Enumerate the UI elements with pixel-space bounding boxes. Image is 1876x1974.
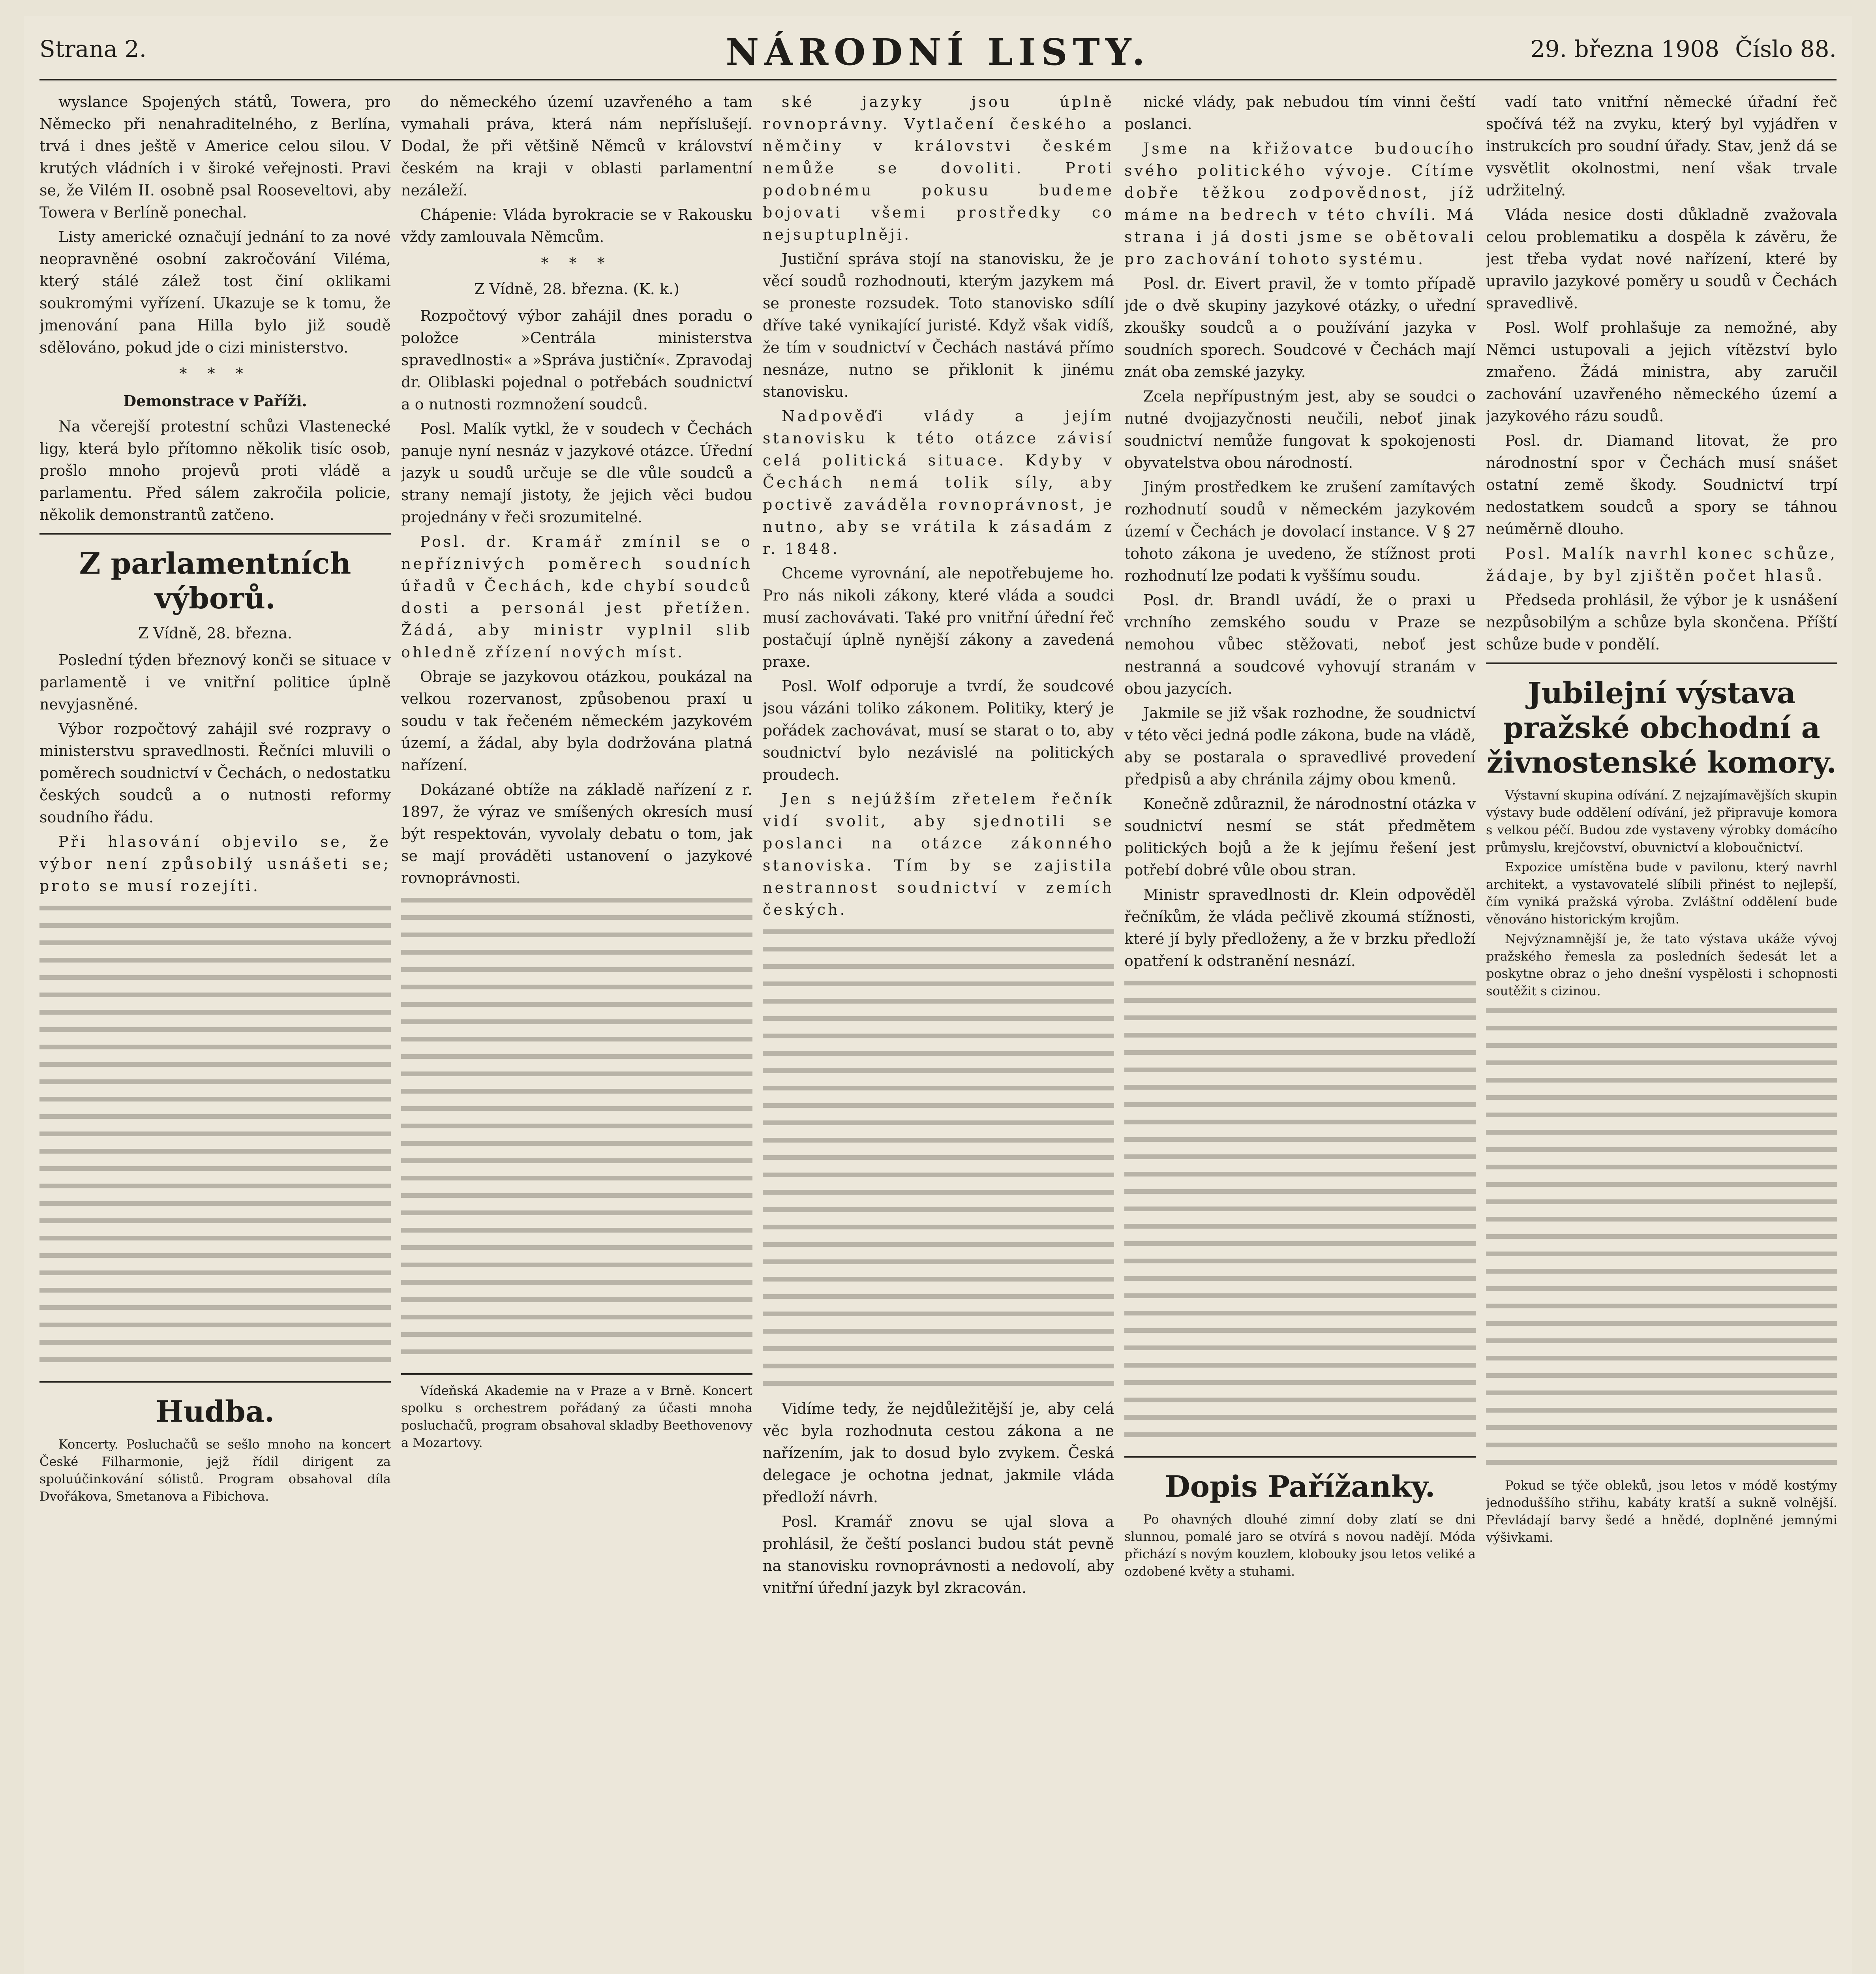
article-paragraph: Jakmile se již však rozhodne, že soudnictví v této věci jedná podle zákona, bude na vládě, aby se postarala o spravedlivé provedení předpisů a aby chránila zájmy obou kmenů. [1124, 704, 1476, 788]
article-paragraph: Předseda prohlásil, že výbor je k usnášení nezpůsobilým a schůze byla skončena. Příští schůze bude v pondělí. [1486, 591, 1837, 653]
article-paragraph: Posl. dr. Eivert pravil, že v tomto případě jde o dvě skupiny jazykové otázky, o uřední zkoušky soudců a o používání jazyka v soudních sporech. Soudcové v Čechách mají znát oba zemské jazyky. [1124, 275, 1476, 381]
article-paragraph: Jen s nejúžším zřetelem řečník vidí svolit, aby sjednotili se poslanci na otázce zákonného stanoviska. Tím by se zajistila nestrannost soudnictví v zemích českých. [763, 790, 1114, 918]
text-block-placeholder [401, 892, 752, 1366]
issue-number: Číslo 88. [1735, 36, 1837, 62]
article-paragraph: Chceme vyrovnání, ale nepotřebujeme ho. Pro nás nikoli zákony, které vláda a soudci musí zachovávati. Také pro vnitřní úřední řeč postačují úplně nynější zákony a zavedená praxe. [763, 565, 1114, 670]
article-paragraph: Nejvýznamnější je, že tato výstava ukáže vývoj pražského řemesla za posledních šedesát let a poskytne obraz o jeho dnešní vyspělosti i schopnosti soutěžit s cizinou. [1486, 931, 1837, 998]
article-paragraph: Vídeňská Akademie na v Praze a v Brně. Koncert spolku s orchestrem pořádaný za účasti mnoha posluchačů, program obsahoval skladby Beethovenovy a Mozartovy. [401, 1383, 752, 1450]
section-separator: * * * [541, 254, 613, 272]
text-block-placeholder [763, 924, 1114, 1398]
article-paragraph: Posl. Malík navrhl konec schůze, žádaje, by byl zjištěn počet hlasů. [1486, 545, 1837, 584]
article-paragraph: Posl. Malík vytkl, že v soudech v Čechách panuje nyní nesnáz v jazykové otázce. Úřední jazyk u soudů určuje se dle vůle soudců a strany nemají jistoty, že jejich věci budou projednány v řeči srozumitelné. [401, 420, 752, 526]
article-paragraph: Po ohavných dlouhé zimní doby zlatí se dni slunnou, pomalé jaro se otvírá s novou nadějí. Móda přichází s novým kouzlem, klobouky jsou letos veliké a ozdobené květy a stuhami. [1124, 1512, 1476, 1579]
article-paragraph: Chápenie: Vláda byrokracie se v Rakousku vždy zamlouvala Němcům. [401, 206, 752, 246]
masthead [39, 28, 1837, 81]
article-paragraph: Zcela nepřípustným jest, aby se soudci o nutné dvojjazyčnosti neučili, neboť jinak soudnictví nemůže fungovat k spokojenosti obyvatelstva obou národností. [1124, 388, 1476, 471]
article-paragraph: Koncerty. Posluchačů se sešlo mnoho na koncert České Filharmonie, jejž řídil dirigent za spoluúčinkování sólistů. Program obsahoval díla Dvořákova, Smetanova a Fibichova. [39, 1437, 391, 1504]
section-heading-parliament: Z parlamentních výborů. [79, 547, 351, 615]
article-paragraph: Posl. Wolf odporuje a tvrdí, že soudcové jsou vázáni toliko zákonem. Politiky, který je pořádek zachovávat, musí se starat o to, aby soudnictví bylo nezávislé na politických proudech. [763, 677, 1114, 783]
article-paragraph: Dokázané obtíže na základě nařízení z r. 1897, že výraz ve smíšených okresích musí být respektován, vyvolaly debatu o tom, jak se mají prováděti ustanovení o jazykové rovnoprávnosti. [401, 781, 752, 887]
article-paragraph: Posl. dr. Brandl uvádí, že o praxi u vrchního zemského soudu v Praze se nemohou vůbec stěžovati, neboť jest nestranná a soudcové vyhovují stranám v obou jazycích. [1124, 591, 1476, 697]
article-paragraph: nické vlády, pak nebudou tím vinni čeští poslanci. [1124, 93, 1476, 133]
column-1 [39, 91, 391, 1974]
article-paragraph: Posl. Kramář znovu se ujal slova a prohlásil, že čeští poslanci budou stát pevně na stanovisku rovnoprávnosti a nedovolí, aby vnitřní úřední jazyk byl zkracován. [763, 1513, 1114, 1597]
article-paragraph: Jsme na křižovatce budoucího svého politického vývoje. Cítíme dobře těžkou zodpovědnost, jíž máme na bedrech v této chvíli. Má strana i já dosti jsme se obětovali pro zachování tohoto systému. [1124, 140, 1476, 268]
article-paragraph: Justiční správa stojí na stanovisku, že je věcí soudů rozhodnouti, kterým jazykem má se proneste rozsudek. Toto stanovisko sdílí dříve také vynikající juristé. Když však vidíš, že tím v soudnictví v Čechách nastává přímo nesnáze, nutno se přiklonit k jinému stanovisku. [763, 250, 1114, 400]
article-paragraph: Obraje se jazykovou otázkou, poukázal na velkou rozervanost, způsobenou praxí u soudu v tak řečeném německém jazykovém území, a žádal, aby byla dodržována platná nařízení. [401, 668, 752, 774]
section-heading-hudba: Hudba. [156, 1395, 275, 1429]
column-5 [1486, 91, 1837, 1974]
article-paragraph: Posl. Wolf prohlašuje za nemožné, aby Němci ustupovali a jejich vítězství bylo zmařeno. Žádá ministra, aby zaručil zachování uzavřeného německého území a jazykového rázu soudů. [1486, 319, 1837, 425]
article-paragraph: Poslední týden březnový konči se situace v parlamentě i ve vnitřní politice úplně nevyjasněné. [39, 651, 391, 713]
dateline: Z Vídně, 28. března. [138, 625, 293, 642]
text-block-placeholder [1486, 1003, 1837, 1477]
article-paragraph: Expozice umístěna bude v pavilonu, který navrhl architekt, a vystavovatelé slíbili přinést to nejlepší, čím vyniká pražská výroba. Zvláštní oddělení bude věnováno historickým krojům. [1486, 859, 1837, 927]
divider [401, 1373, 752, 1375]
article-paragraph: Rozpočtový výbor zahájil dnes poradu o položce »Centrála ministerstva spravedlnosti« a »Správa justiční«. Zpravodaj dr. Oliblaski pojednal o potřebách soudnictví a o nutnosti rozmnožení soudců. [401, 307, 752, 413]
column-3 [763, 91, 1114, 1974]
column-4 [1124, 91, 1476, 1974]
article-paragraph: Ministr spravedlnosti dr. Klein odpověděl řečníkům, že vláda pečlivě zkoumá stížnosti, které jí byly předloženy, a že v brzku předloží opatření k odstranění nesnází. [1124, 886, 1476, 970]
issue-info [1531, 36, 1837, 62]
section-heading-demonstrace: Demonstrace v Paříži. [123, 392, 307, 410]
article-paragraph: ské jazyky jsou úplně rovnoprávny. Vytlačení českého a němčiny v královstvi českém nemůže se dovoliti. Proti podobnému pokusu budeme bojovati všemi prostředky co nejsuptuplněji. [763, 93, 1114, 243]
issue-date: 29. března 1908 [1530, 36, 1720, 62]
column-2 [401, 91, 752, 1974]
article-paragraph: wyslance Spojených států, Towera, pro Německo při nenahraditelného, z Berlína, trvá i dnes ještě v Americe celou silou. V krutých vládních i v široké veřejnosti. Pravi se, že Vilém II. osobně psal Rooseveltovi, aby Towera v Berlíně ponechal. [39, 93, 391, 221]
section-heading-dopis: Dopis Pařížanky. [1165, 1470, 1435, 1504]
article-paragraph: Vidíme tedy, že nejdůležitější je, aby celá věc byla rozhodnuta cestou zákona a ne nařízením, jak to dosud bylo zvykem. Česká delegace je ochotna jednat, jakmile vláda předloží návrh. [763, 1400, 1114, 1506]
article-paragraph: Vláda nesice dosti důkladně zvažovala celou problematiku a dospěla k závěru, že jest třeba vydat nové nařízení, které by upravilo jazykové poměry u soudů v Čechách spravedlivě. [1486, 206, 1837, 312]
article-paragraph: Nadpověďi vlády a jejím stanovisku k této otázce závisí celá politická situace. Kdyby v Čechách nemá tolik síly, aby poctivě zaváděla rovnoprávnost, je nutno, aby se vrátila k zásadám z r. 1848. [763, 407, 1114, 557]
article-paragraph: Na včerejší protestní schůzi Vlastenecké ligy, která bylo přítomno několik tisíc osob, prošlo mnoho projevů proti vládě a parlamentu. Před sálem zakročila policie, několik demonstrantů zatčeno. [39, 418, 391, 524]
article-paragraph: Při hlasování objevilo se, že výbor není způsobilý usnášeti se; proto se musí rozejíti. [39, 833, 391, 895]
newspaper-page [24, 16, 1852, 1974]
divider [39, 533, 391, 535]
section-heading-jubilejni: Jubilejní výstava pražské obchodní a živnostenské komory. [1486, 676, 1837, 780]
text-block-placeholder [1124, 975, 1476, 1449]
page-number: Strana 2. [39, 36, 147, 62]
article-paragraph: Posl. dr. Kramář zmínil se o nepříznivých poměrech soudních úřadů v Čechách, kde chybí soudců dosti a personál jest přetížen. Žádá, aby ministr vyplnil slib ohledně zřízení nových míst. [401, 533, 752, 661]
article-paragraph: Výstavní skupina odívání. Z nejzajímavějších skupin výstavy bude oddělení odívání, jež připravuje komora s velkou péčí. Budou zde vystaveny výrobky domácího průmyslu, krejčovství, obuvnictví a kloboučnictví. [1486, 788, 1837, 855]
article-paragraph: Posl. dr. Diamand litovat, že pro národnostní spor v Čechách musí snášet ostatní země škody. Soudnictví trpí nedostatkem soudců a spory se táhnou neúměrně dlouho. [1486, 432, 1837, 538]
article-paragraph: do německého území uzavřeného a tam vymahali práva, která nám nepříslušejí. Dodal, že při většině Němců v království českém na kraji v oblasti parlamentní nezáleží. [401, 93, 752, 199]
divider [39, 1381, 391, 1383]
newspaper-title: NÁRODNÍ LISTY. [726, 31, 1150, 73]
dateline: Z Vídně, 28. března. (K. k.) [474, 280, 679, 298]
divider [1486, 662, 1837, 664]
article-paragraph: Pokud se týče obleků, jsou letos v módě kostýmy jednoduššího střihu, kabáty kratší a sukně volnější. Převládají barvy šedé a hnědé, doplněné jemnými výšivkami. [1486, 1478, 1837, 1545]
article-paragraph: Jiným prostředkem ke zrušení zamítavých rozhodnutí soudů v německém jazykovém území v Čechách je dovolací instance. V § 27 tohoto zákona je uvedeno, že stížnost proti rozhodnutí lze podati k vyššímu soudu. [1124, 478, 1476, 584]
text-block-placeholder [39, 900, 391, 1374]
article-columns [39, 91, 1837, 1974]
section-separator: * * * [179, 365, 251, 382]
article-paragraph: vadí tato vnitřní německé úřadní řeč spočívá též na zvyku, který byl vyjádřen v instrukcích pro soudní úřady. Stav, jenž dá se vysvětlit okolnostmi, není však trvale udržitelný. [1486, 93, 1837, 199]
article-paragraph: Listy americké označují jednání to za nové neopravněné osobní zakročování Viléma, který stálé zálež tost činí oklikami soukromými vyřízení. Ukazuje se k tomu, že jmenování pana Hilla bylo již soudě sdělováno, pokud jde o cizi ministerstvo. [39, 228, 391, 356]
article-paragraph: Konečně zdůraznil, že národnostní otázka v soudnictví nesmí se stát předmětem politických bojů a že k jejímu řešení jest potřebí dobré vůle obou stran. [1124, 795, 1476, 879]
article-paragraph: Výbor rozpočtový zahájil své rozpravy o ministerstvu spravedlnosti. Řečníci mluvili o poměrech soudnictví v Čechách, o nedostatku českých soudců a o nutnosti reformy soudního řádu. [39, 720, 391, 826]
divider [1124, 1456, 1476, 1458]
